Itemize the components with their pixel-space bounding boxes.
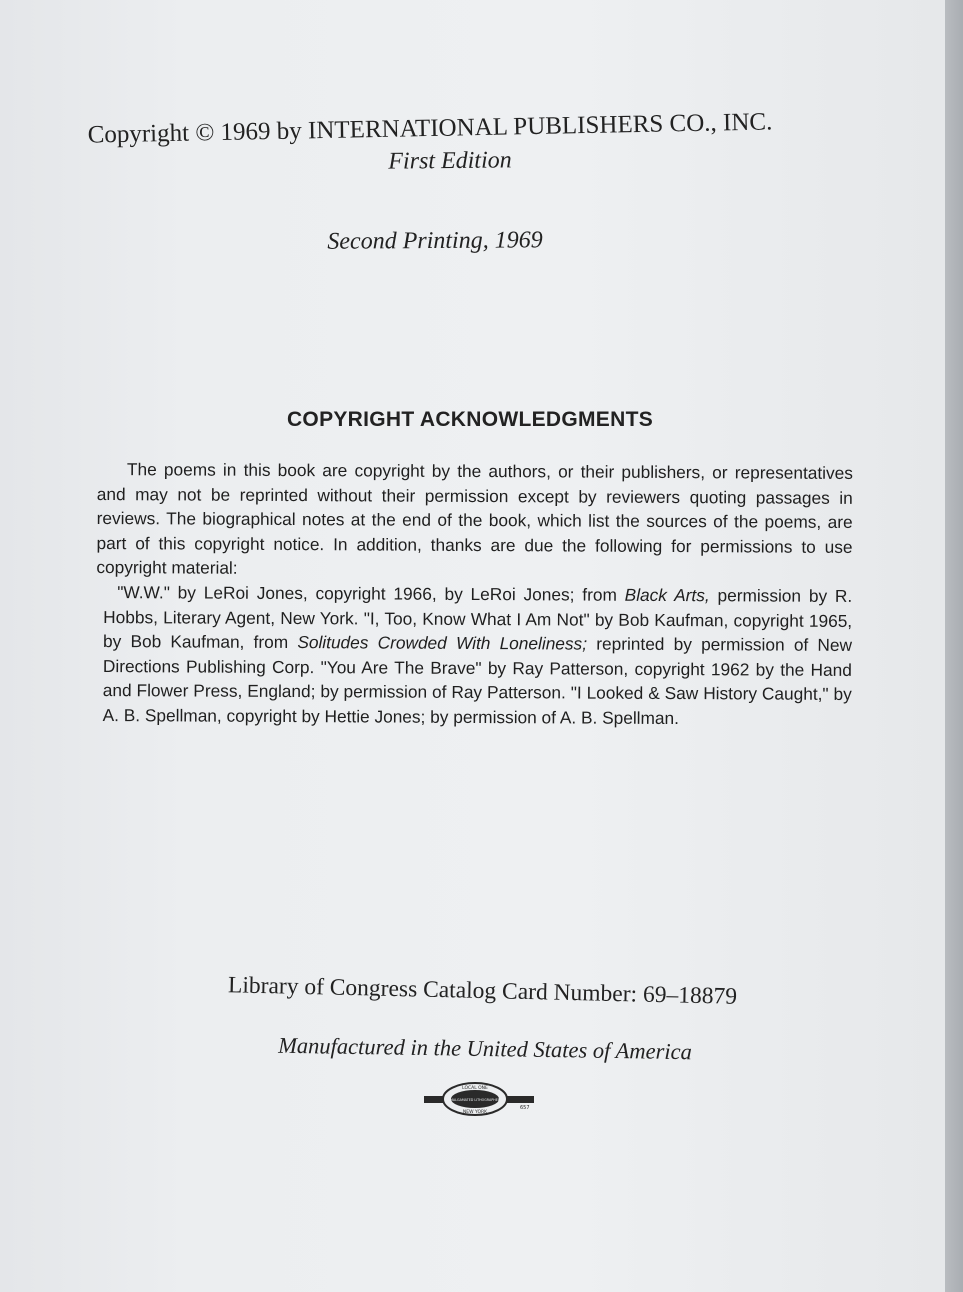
svg-text:AMALGAMATED LITHOGRAPHERS: AMALGAMATED LITHOGRAPHERS: [447, 1098, 503, 1102]
svg-text:LOCAL ONE: LOCAL ONE: [462, 1086, 488, 1091]
credit-spellman: "I Looked & Saw History Caught," by A. B. Spellman, copyright by Hettie Jones; by permission of A. B. Spellman.: [102, 682, 852, 728]
copyright-line: Copyright © 1969 by INTERNATIONAL PUBLISHERS CO., INC.: [87, 108, 773, 149]
svg-text:657: 657: [520, 1105, 530, 1111]
union-label-logo: [420, 1080, 540, 1118]
svg-text:NEW YORK: NEW YORK: [462, 1110, 488, 1115]
credit-kaufman: "I, Too, Know What I Am Not" by Bob Kaufman, copyright 1965, by Bob Kaufman, from Solitudes Crowded With Loneliness; reprinted by permission of New Directions Publishing Corp.: [102, 607, 853, 677]
acknowledgments-intro: The poems in this book are copyright by the authors, or their publishers, or representatives and may not be reprinted without their permission except by reviewers quoting passages in reviews. The biographical notes at the end of the book, which list the sources of the poems, are part of this copyright notice. In addition, thanks are due the following for permissions to use copyright material:: [96, 459, 853, 579]
acknowledgments-body: [96, 457, 853, 731]
page-edge: [945, 0, 963, 1292]
manufactured-line: Manufactured in the United States of America: [277, 1032, 693, 1065]
acknowledgments-credits: [96, 580, 853, 732]
credit-patterson: "You Are The Brave" by Ray Patterson, copyright 1962 by the Hand and Flower Press, England; by permission of Ray Patterson.: [102, 656, 852, 703]
printing-label: Second Printing, 1969: [327, 227, 543, 255]
edition-label: First Edition: [388, 147, 512, 175]
credit-ww: "W.W." by LeRoi Jones, copyright 1966, by LeRoi Jones; from Black Arts, permission by R. Hobbs, Literary Agent, New York.: [103, 582, 853, 628]
catalog-card-number: Library of Congress Catalog Card Number: 69–18879: [227, 972, 738, 1010]
acknowledgments-heading: COPYRIGHT ACKNOWLEDGMENTS: [286, 408, 654, 431]
